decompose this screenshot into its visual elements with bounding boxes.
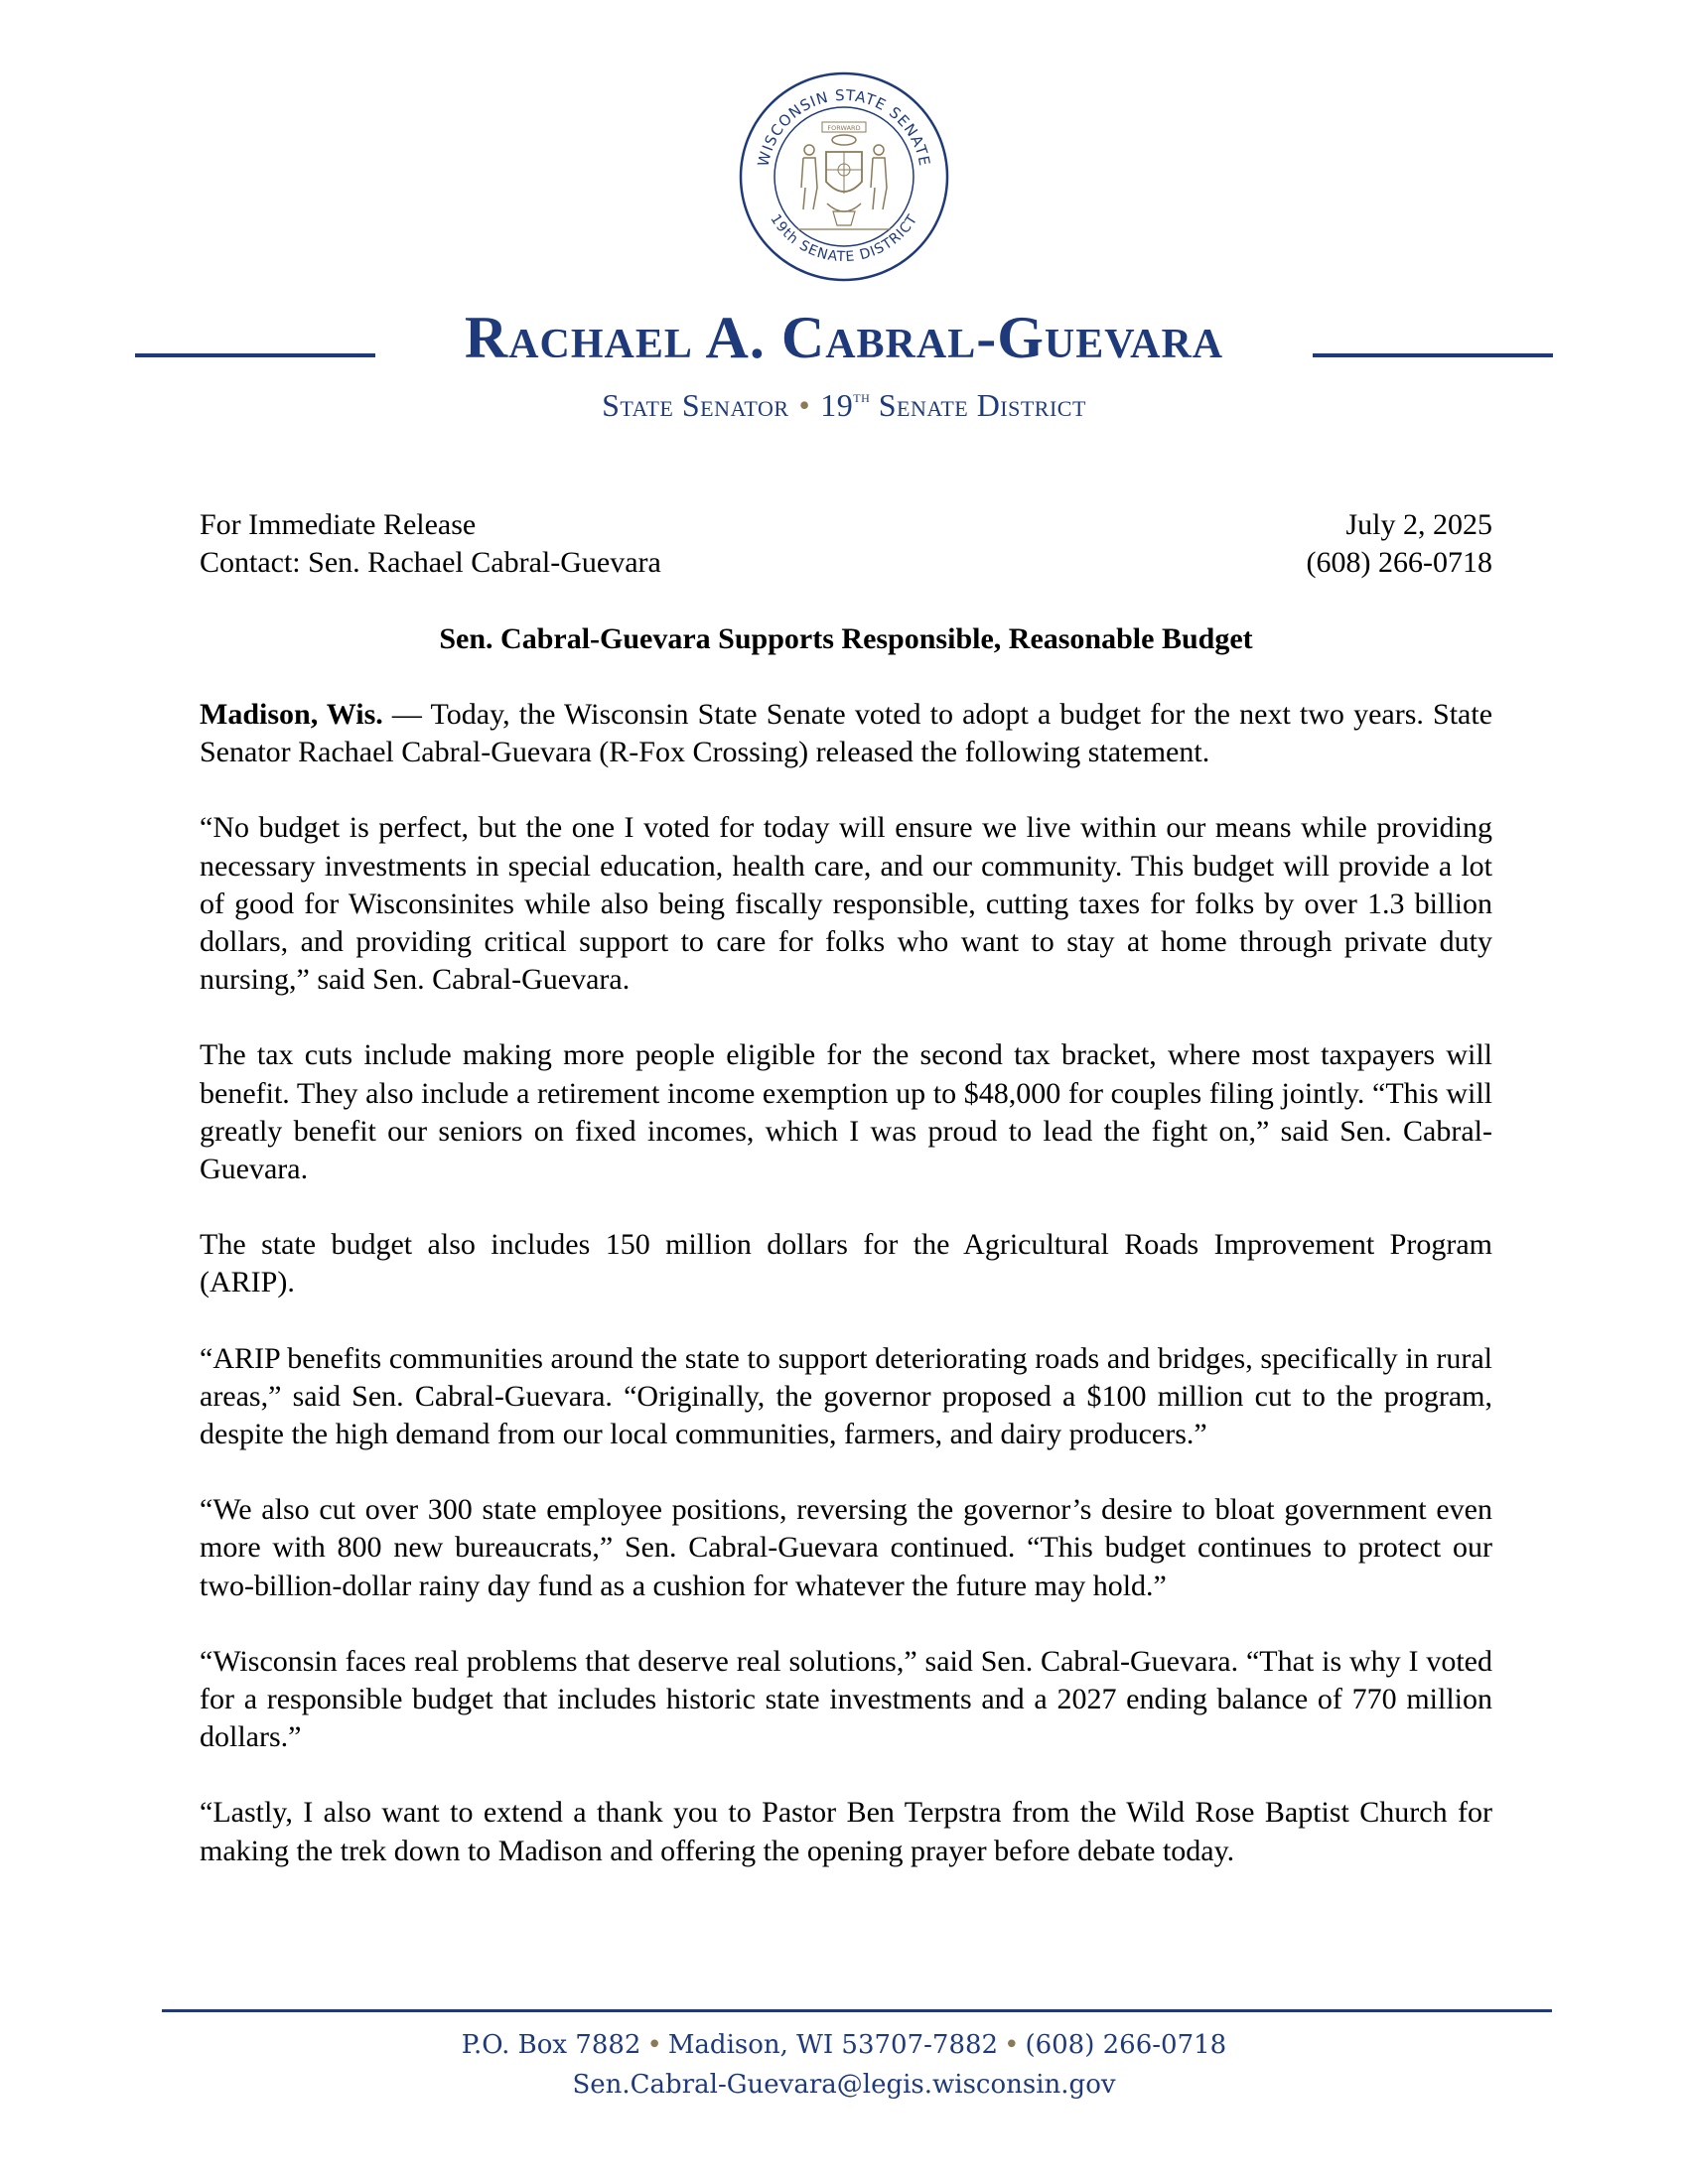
wisconsin-senate-seal [738,70,950,283]
body-paragraph: “Lastly, I also want to extend a thank you to Pastor Ben Terpstra from the Wild Rose Baptist Church for making the trek down to Madison and offering the opening prayer before debate today. [200,1796,1492,1867]
paragraph-text: — Today, the Wisconsin State Senate voted to adopt a budget for the next two years. State Senator Rachael Cabral-Guevara (R-Fox Crossing) released the following statement. [200,698,1493,769]
seal-motto: FORWARD [827,124,861,132]
release-date: July 2, 2025 [1345,508,1492,541]
footer-bullet: • [646,2030,662,2060]
senator-subtitle [0,381,1688,429]
footer-bullet: • [1004,2030,1020,2060]
footer-contact-line [0,2025,1688,2065]
release-meta-row [200,506,1492,544]
body-paragraph: “ARIP benefits communities around the state to support deteriorating roads and bridges, specifically in rural areas,” said Sen. Cabral-Guevara. “Originally, the governor proposed a $100 million cut to the program, despite the high demand from our local communities, farmers, and dairy producers.” [200,1341,1492,1451]
body-paragraph [200,696,1492,771]
body-paragraph: The state budget also includes 150 million dollars for the Agricultural Roads Improvement Program (ARIP). [200,1228,1492,1299]
district-suffix: th [853,387,871,406]
footer-city: Madison, WI 53707-7882 [667,2030,999,2060]
press-release-body [200,696,1492,1908]
body-paragraph: “We also cut over 300 state employee positions, reversing the governor’s desire to bloat government even more with 800 new bureaucrats,” Sen. Cabral-Guevara continued. “This budget continues to protect our two-billion-dollar rainy day fund as a cushion for whatever the future may hold.” [200,1493,1492,1602]
footer-address: P.O. Box 7882 [461,2030,641,2060]
seal-bottom-text: 19th SENATE DISTRICT [767,211,921,266]
letterhead-rule-left [135,353,375,357]
subtitle-bullet: • [798,387,811,423]
contact-name: Contact: Sen. Rachael Cabral-Guevara [200,546,661,579]
contact-meta-row [200,544,1492,582]
contact-phone: (608) 266-0718 [1306,546,1492,579]
dateline: Madison, Wis. [200,698,383,731]
footer-email-link[interactable]: Sen.Cabral-Guevara@legis.wisconsin.gov [572,2070,1116,2100]
release-label: For Immediate Release [200,508,477,541]
letterhead-rule-right [1313,353,1553,357]
senator-title: State Senator [602,387,789,423]
district-number: 19 [820,387,854,423]
district-label: Senate District [878,387,1086,423]
body-paragraph: “No budget is perfect, but the one I voted for today will ensure we live within our means while providing necessary investments in special education, health care, and our community. This budget will provide a lot of good for Wisconsinites while also being fiscally responsible, cutting taxes for folks by over 1.3 billion dollars, and providing critical support to care for folks who want to stay at home through private duty nursing,” said Sen. Cabral-Guevara. [200,811,1492,997]
seal-top-text: WISCONSIN STATE SENATE [754,85,934,169]
footer-phone: (608) 266-0718 [1025,2030,1227,2060]
senator-name: Rachael A. Cabral-Guevara [464,305,1224,370]
press-release-headline: Sen. Cabral-Guevara Supports Responsible, Reasonable Budget [439,622,1253,655]
body-paragraph: The tax cuts include making more people eligible for the second tax bracket, where most taxpayers will benefit. They also include a retirement income exemption up to $48,000 for couples filing jointly. “This will greatly benefit our seniors on fixed incomes, which I was proud to lead the fight on,” said Sen. Cabral-Guevara. [200,1038,1492,1186]
body-paragraph: “Wisconsin faces real problems that deserve real solutions,” said Sen. Cabral-Guevara. “That is why I voted for a responsible budget that includes historic state investments and a 2027 ending balance of 770 million dollars.” [200,1644,1492,1754]
footer-rule [162,2009,1552,2012]
footer-email-line [0,2065,1688,2105]
